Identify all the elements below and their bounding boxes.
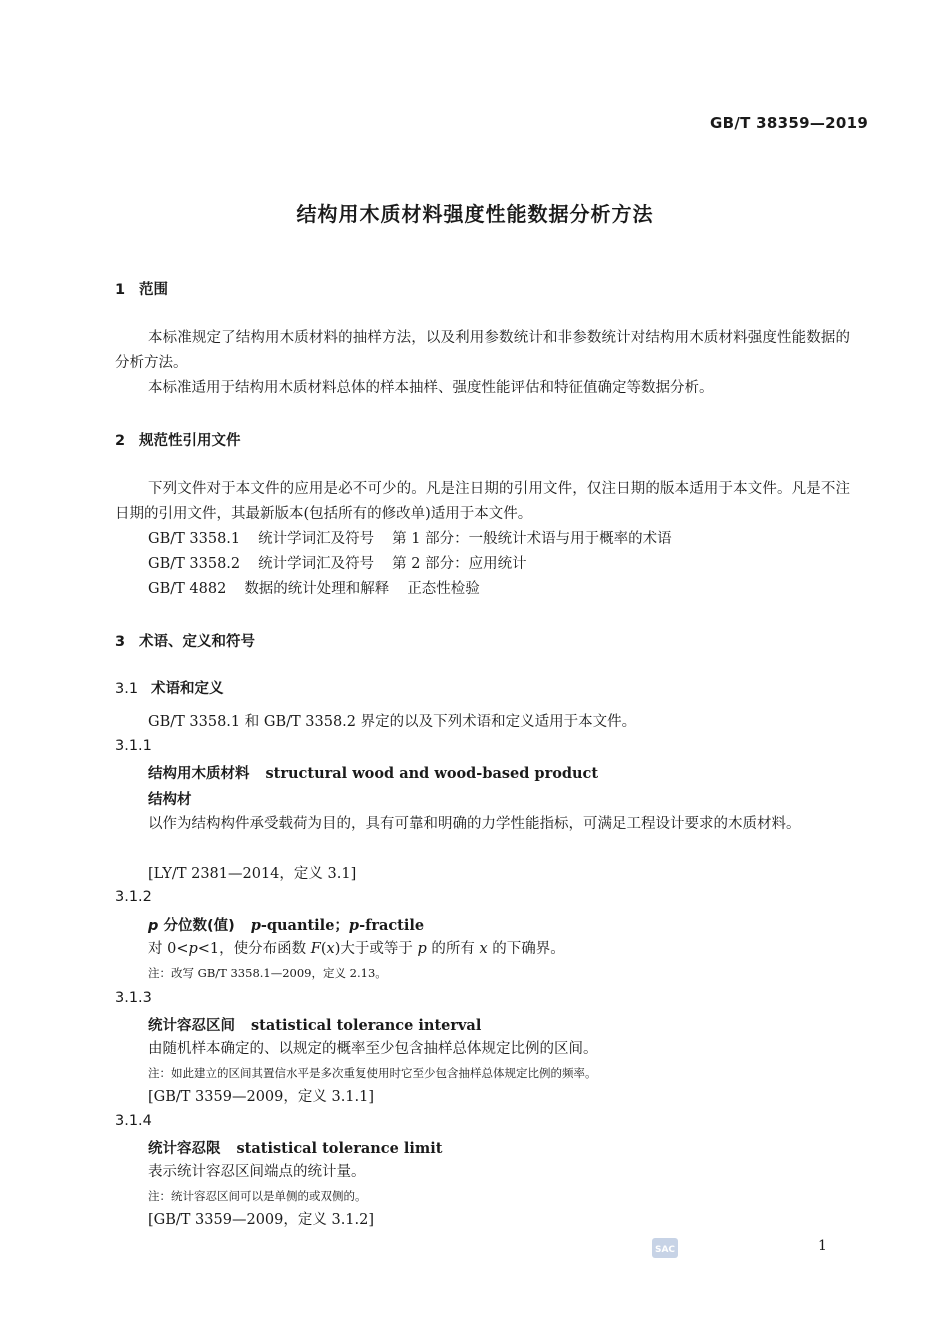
section-number: 3 — [115, 634, 126, 650]
def-F-symbol: F — [310, 941, 321, 957]
subsection-number: 3.1 — [115, 681, 139, 697]
term-en-text: -quantile； — [260, 917, 349, 934]
term-source: [GB/T 3359—2009，定义 3.1.1] — [148, 1089, 375, 1105]
def-text: )大于或等于 — [334, 941, 418, 957]
reference-part: 第 1 部分：一般统计术语与用于概率的术语 — [392, 531, 672, 547]
term-definition: 由随机样本确定的、以规定的概率至少包含抽样总体规定比例的区间。 — [148, 1041, 598, 1057]
term-en: statistical tolerance limit — [236, 1140, 443, 1157]
def-p-symbol: p — [417, 941, 427, 957]
term-zh-text: 分位数(值) — [158, 918, 235, 934]
term-definition — [148, 937, 565, 962]
term-note: 注：统计容忍区间可以是单侧的或双侧的。 — [148, 1189, 367, 1203]
standard-code: GB/T 38359—2019 — [710, 114, 869, 132]
reference-item — [148, 527, 672, 548]
def-x-symbol: x — [326, 941, 335, 957]
section-label: 术语、定义和符号 — [139, 634, 255, 650]
def-text: 对 0< — [148, 941, 189, 957]
subsection-label: 术语和定义 — [151, 681, 224, 697]
term-heading — [148, 1014, 481, 1035]
reference-code: GB/T 4882 — [148, 581, 227, 597]
terms-intro: GB/T 3358.1 和 GB/T 3358.2 界定的以及下列术语和定义适用于本文件。 — [148, 714, 637, 730]
term-note: 注：改写 GB/T 3358.1—2009，定义 2.13。 — [148, 966, 387, 980]
reference-title: 统计学词汇及符号 — [258, 531, 375, 547]
term-number: 3.1.3 — [115, 990, 152, 1006]
term-heading — [148, 1137, 442, 1158]
reference-part: 第 2 部分：应用统计 — [392, 556, 527, 572]
section-number: 2 — [115, 433, 126, 449]
term-source: [LY/T 2381—2014，定义 3.1] — [148, 866, 357, 882]
reference-code: GB/T 3358.2 — [148, 556, 241, 572]
page-number: 1 — [818, 1238, 827, 1254]
section-label: 范围 — [139, 282, 168, 298]
term-number: 3.1.2 — [115, 889, 152, 905]
def-text: <1，使分布函数 — [197, 941, 311, 957]
section-3-heading — [115, 630, 255, 651]
reference-title: 统计学词汇及符号 — [258, 556, 375, 572]
term-definition: 表示统计容忍区间端点的统计量。 — [148, 1164, 366, 1180]
section-label: 规范性引用文件 — [139, 433, 241, 449]
logo-text: SAC — [654, 1245, 676, 1255]
term-heading — [148, 762, 598, 783]
reference-code: GB/T 3358.1 — [148, 531, 241, 547]
section-1-heading — [115, 278, 168, 299]
section-number: 1 — [115, 282, 126, 298]
def-x-symbol: x — [479, 941, 488, 957]
def-text: 的下确界。 — [487, 941, 565, 957]
term-p-symbol: p — [148, 918, 159, 934]
term-zh — [148, 918, 235, 934]
reference-title: 数据的统计处理和解释 — [244, 581, 390, 597]
normative-refs-paragraph: 下列文件对于本文件的应用是必不可少的。凡是注日期的引用文件，仅注日期的版本适用于本文件。凡是不注日期的引用文件，其最新版本(包括所有的修改单)适用于本文件。 — [115, 481, 850, 522]
term-en: structural wood and wood-based product — [265, 765, 599, 782]
reference-item — [148, 577, 480, 598]
term-zh: 统计容忍限 — [148, 1141, 221, 1157]
section-2-heading — [115, 429, 241, 450]
term-source: [GB/T 3359—2009，定义 3.1.2] — [148, 1212, 375, 1228]
term-zh: 统计容忍区间 — [148, 1018, 235, 1034]
def-text: 的所有 — [426, 941, 480, 957]
term-en — [251, 917, 424, 934]
reference-part: 正态性检验 — [407, 581, 480, 597]
term-en-text: -fractile — [359, 917, 425, 934]
term-synonym: 结构材 — [148, 792, 192, 808]
term-note: 注：如此建立的区间其置信水平是多次重复使用时它至少包含抽样总体规定比例的频率。 — [148, 1066, 597, 1080]
term-heading — [148, 914, 424, 935]
term-number: 3.1.1 — [115, 738, 152, 754]
term-definition: 以作为结构构件承受载荷为目的，具有可靠和明确的力学性能指标，可满足工程设计要求的木质材料。 — [148, 816, 801, 832]
scope-paragraph-2: 本标准适用于结构用木质材料总体的样本抽样、强度性能评估和特征值确定等数据分析。 — [148, 380, 714, 396]
def-p-symbol: p — [188, 941, 198, 957]
def-text: ( — [320, 941, 327, 957]
term-number: 3.1.4 — [115, 1113, 152, 1129]
term-zh: 结构用木质材料 — [148, 766, 250, 782]
term-en: statistical tolerance interval — [251, 1017, 482, 1034]
document-title: 结构用木质材料强度性能数据分析方法 — [296, 202, 654, 226]
reference-item — [148, 552, 527, 573]
term-p-symbol: p — [348, 917, 360, 934]
term-p-symbol: p — [250, 917, 261, 934]
scope-paragraph-1: 本标准规定了结构用木质材料的抽样方法，以及利用参数统计和非参数统计对结构用木质材料强度性能数据的分析方法。 — [115, 330, 850, 371]
sac-logo-icon — [652, 1238, 678, 1258]
subsection-3-1-heading — [115, 677, 224, 698]
